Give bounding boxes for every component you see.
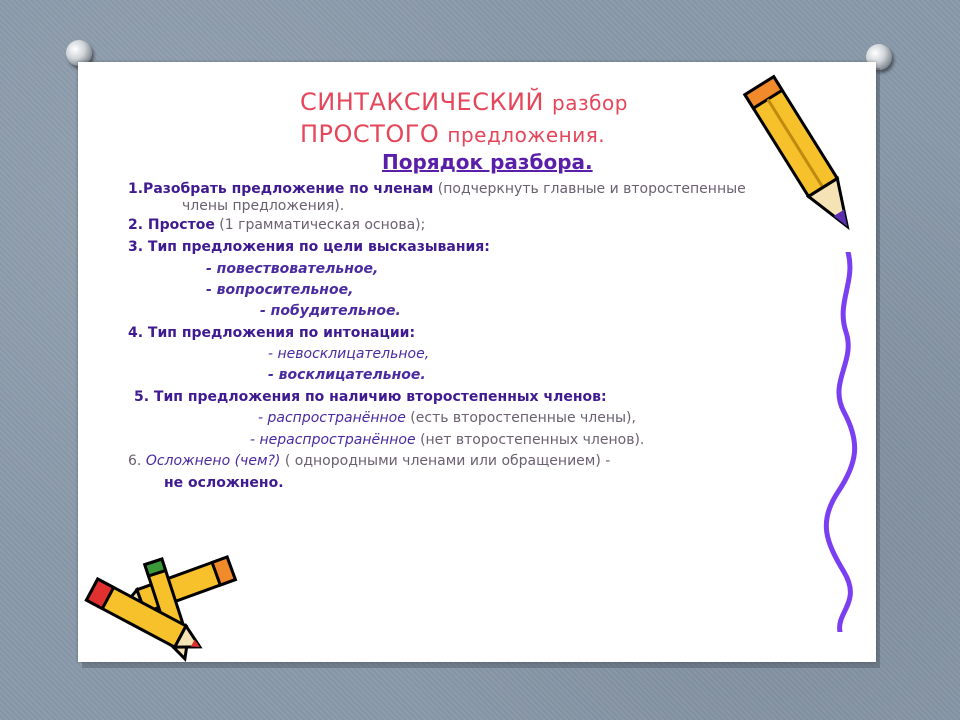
item-4a: - невосклицательное, <box>268 346 430 362</box>
item-6-question: (чем?) <box>234 453 281 469</box>
item-2 <box>128 216 425 234</box>
item-6-number: 6. <box>128 453 142 469</box>
slide-card <box>78 62 876 662</box>
item-1-bold: 1.Разобрать предложение по членам <box>128 181 434 197</box>
item-6-rest: ( однородными членами или обращением) - <box>284 453 611 469</box>
title-line-1 <box>300 88 628 116</box>
item-1-continuation: члены предложения). <box>182 198 345 214</box>
item-1-rest: (подчеркнуть главные и второстепенные <box>437 181 746 197</box>
item-3a: - повествовательное, <box>206 261 379 277</box>
item-2-bold: 2. Простое <box>128 217 215 233</box>
item-5: 5. Тип предложения по наличию второстепенных членов: <box>134 389 607 405</box>
item-5b <box>250 431 644 449</box>
item-5b-italic: - нераспространённое <box>250 432 416 448</box>
item-5a-rest: (есть второстепенные члены), <box>410 410 636 426</box>
subtitle: Порядок разбора. <box>382 150 593 174</box>
item-3b: - вопросительное, <box>206 282 354 298</box>
slide-content <box>78 62 876 662</box>
item-4b: - восклицательное. <box>268 367 426 383</box>
item-6-italic: Осложнено <box>145 453 231 469</box>
pencil-icon <box>738 62 876 262</box>
item-5a-italic: - распространённое <box>258 410 406 426</box>
title-word-syntactic: СИНТАКСИЧЕСКИЙ <box>300 88 544 116</box>
pencils-group-icon <box>78 544 248 662</box>
title-line-2 <box>300 120 605 148</box>
item-6 <box>128 452 610 470</box>
item-5b-rest: (нет второстепенных членов). <box>420 432 645 448</box>
item-6-continuation: не осложнено. <box>164 475 284 491</box>
wavy-line-decoration <box>818 252 868 632</box>
title-word-sentence: предложения. <box>447 123 606 147</box>
title-word-simple: ПРОСТОГО <box>300 120 440 148</box>
item-3c: - побудительное. <box>260 303 401 319</box>
item-3: 3. Тип предложения по цели высказывания: <box>128 239 490 255</box>
item-5a <box>258 409 636 427</box>
item-4: 4. Тип предложения по интонации: <box>128 325 416 341</box>
item-1 <box>128 180 746 198</box>
title-word-analysis: разбор <box>552 91 628 115</box>
item-2-rest: (1 грамматическая основа); <box>219 217 426 233</box>
